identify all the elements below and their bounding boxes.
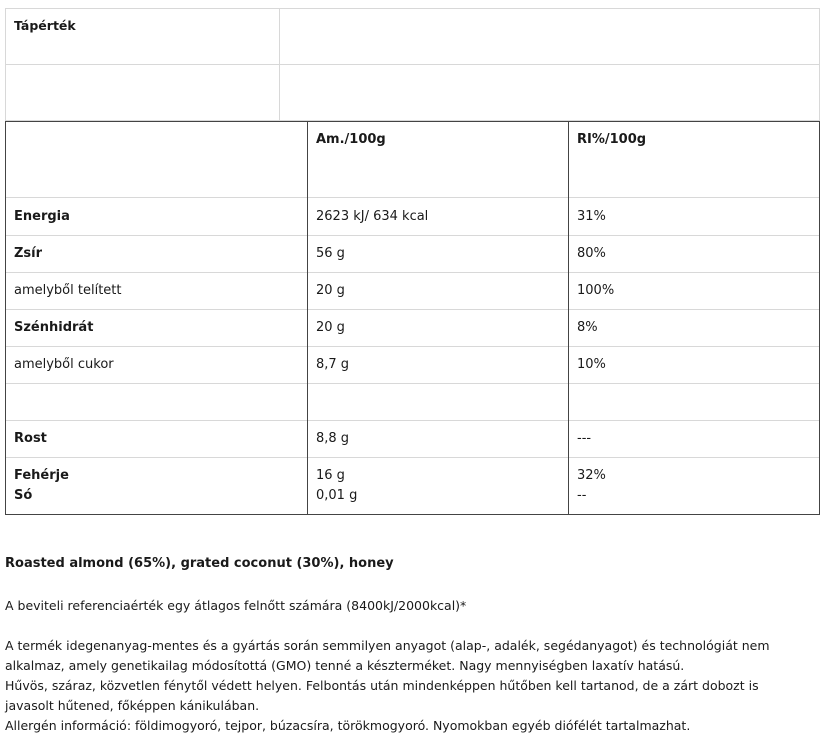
row-ri: 31% bbox=[577, 209, 606, 224]
row-label: amelyből telített bbox=[14, 283, 122, 298]
divider bbox=[5, 64, 820, 65]
description-line: Allergén információ: földimogyoró, tejpor, búzacsíra, törökmogyoró. Nyomokban egyéb diófélét tartalmazhat. bbox=[5, 718, 691, 733]
divider bbox=[819, 121, 820, 515]
divider bbox=[5, 309, 820, 310]
row-amount: 16 g bbox=[316, 468, 345, 483]
description-line: javasolt hűtened, főképpen kánikulában. bbox=[5, 698, 260, 713]
divider bbox=[5, 235, 820, 236]
row-ri: 10% bbox=[577, 357, 606, 372]
divider bbox=[5, 8, 6, 121]
description-line: Hűvös, száraz, közvetlen fénytől védett helyen. Felbontás után mindenképpen hűtőben kell tartanod, de a zárt dobozt is bbox=[5, 678, 759, 693]
divider bbox=[5, 514, 820, 515]
row-label: amelyből cukor bbox=[14, 357, 114, 372]
divider bbox=[819, 8, 820, 121]
row-label: Energia bbox=[14, 209, 70, 224]
description-line: A termék idegenanyag-mentes és a gyártás során semmilyen anyagot (alap-, adalék, segédanyagot) és technológiát nem bbox=[5, 638, 770, 653]
row-ri: --- bbox=[577, 431, 592, 446]
divider bbox=[5, 457, 820, 458]
divider bbox=[5, 346, 820, 347]
divider bbox=[5, 8, 820, 9]
row-amount: 20 g bbox=[316, 283, 345, 298]
divider bbox=[568, 121, 569, 515]
row-label: Szénhidrát bbox=[14, 320, 94, 335]
row-label: Só bbox=[14, 488, 33, 503]
row-ri: 80% bbox=[577, 246, 606, 261]
ingredients: Roasted almond (65%), grated coconut (30%), honey bbox=[5, 556, 394, 571]
divider bbox=[279, 8, 280, 121]
row-label: Fehérje bbox=[14, 468, 69, 483]
row-ri: 100% bbox=[577, 283, 615, 298]
row-amount: 2623 kJ/ 634 kcal bbox=[316, 209, 429, 224]
divider bbox=[5, 272, 820, 273]
row-ri: 32% bbox=[577, 468, 606, 483]
divider bbox=[5, 383, 820, 384]
divider bbox=[307, 121, 308, 515]
description-line: alkalmaz, amely genetikailag módosítottá (GMO) tenné a készterméket. Nagy mennyiségben laxatív hatású. bbox=[5, 658, 685, 673]
table-title: Tápérték bbox=[14, 18, 76, 33]
reference-note: A beviteli referenciaérték egy átlagos felnőtt számára (8400kJ/2000kcal)* bbox=[5, 598, 467, 613]
row-label: Rost bbox=[14, 431, 47, 446]
row-ri: 8% bbox=[577, 320, 598, 335]
row-amount: 8,7 g bbox=[316, 357, 350, 372]
row-label: Zsír bbox=[14, 246, 43, 261]
divider bbox=[5, 420, 820, 421]
column-header-amount: Am./100g bbox=[316, 132, 386, 147]
divider bbox=[5, 121, 820, 122]
row-ri: -- bbox=[577, 488, 587, 503]
column-header-ri: RI%/100g bbox=[577, 132, 647, 147]
row-amount: 0,01 g bbox=[316, 488, 358, 503]
row-amount: 20 g bbox=[316, 320, 345, 335]
divider bbox=[5, 121, 6, 515]
divider bbox=[5, 197, 820, 198]
row-amount: 56 g bbox=[316, 246, 345, 261]
row-amount: 8,8 g bbox=[316, 431, 350, 446]
